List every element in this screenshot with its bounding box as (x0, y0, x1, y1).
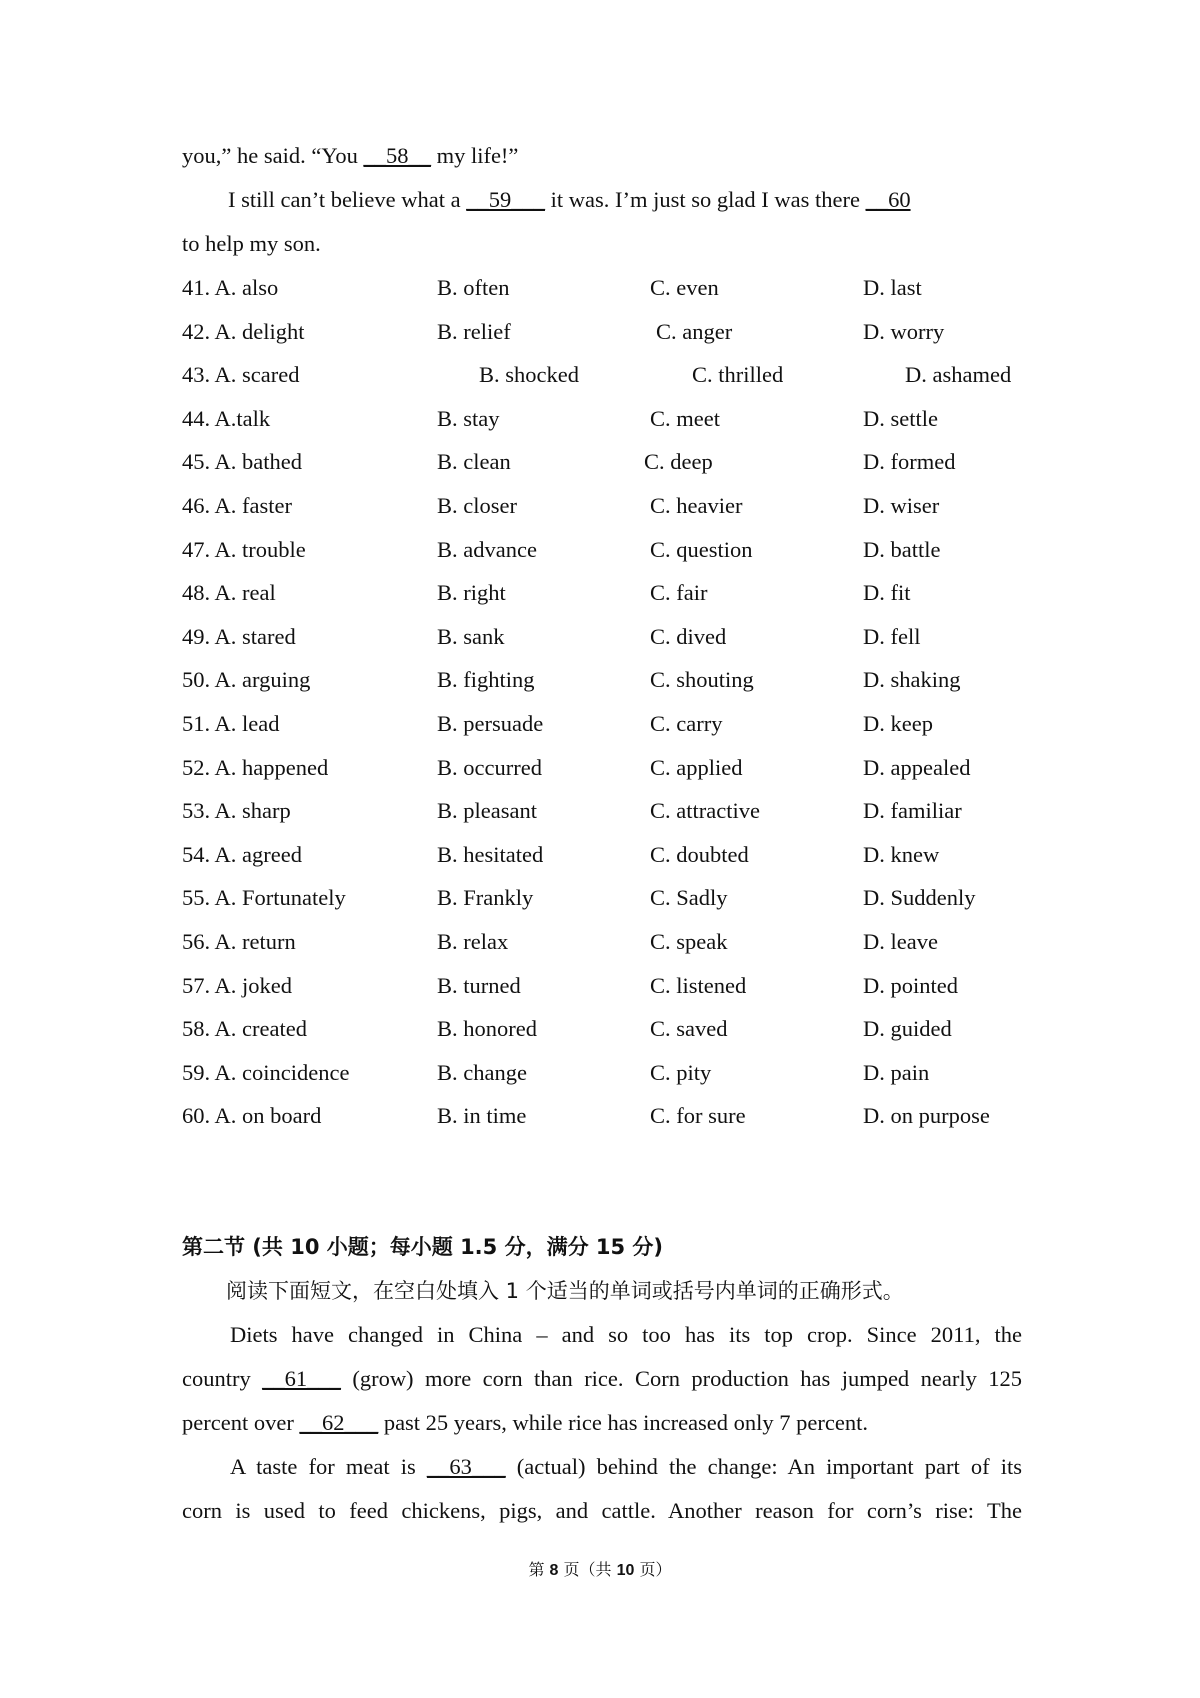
footer-total-pages: 10 (616, 1562, 635, 1579)
passage-text: (grow) more corn than rice. Corn production has jumped nearly 125 (340, 1366, 1022, 1391)
option-d: D. ashamed (905, 362, 1012, 387)
section-heading-title: 第二节 (182, 1235, 245, 1259)
option-b: B. turned (437, 973, 521, 998)
option-a: 53. A. sharp (182, 798, 291, 823)
option-b: B. occurred (437, 755, 542, 780)
option-a: 56. A. return (182, 929, 296, 954)
option-b: B. in time (437, 1103, 527, 1128)
option-b: B. relax (437, 929, 509, 954)
option-a: 50. A. arguing (182, 667, 311, 692)
option-d: D. settle (863, 406, 938, 431)
passage-text: I still can’t believe what a (228, 187, 467, 212)
blank-63: __63___ (426, 1454, 506, 1479)
option-d: D. pointed (863, 973, 958, 998)
option-d: D. knew (863, 842, 940, 867)
option-d: D. battle (863, 537, 941, 562)
option-d: D. formed (863, 449, 956, 474)
option-c: C. heavier (650, 493, 743, 518)
passage-text: you,” he said. “You (182, 143, 364, 168)
option-a: 45. A. bathed (182, 449, 302, 474)
option-a: 51. A. lead (182, 711, 280, 736)
option-b: B. change (437, 1060, 527, 1085)
footer-text: 第 (528, 1560, 550, 1579)
option-c: C. deep (644, 449, 713, 474)
option-b: B. persuade (437, 711, 544, 736)
option-d: D. pain (863, 1060, 930, 1085)
option-c: C. attractive (650, 798, 760, 823)
option-d: D. leave (863, 929, 938, 954)
option-b: B. fighting (437, 667, 535, 692)
passage-text: past 25 years, while rice has increased only 7 percent. (378, 1410, 869, 1435)
option-c: C. meet (650, 406, 720, 431)
option-c: C. dived (650, 624, 727, 649)
option-c: C. fair (650, 580, 708, 605)
section-instruction: 阅读下面短文，在空白处填入 1 个适当的单词或括号内单词的正确形式。 (226, 1279, 904, 1303)
option-a: 47. A. trouble (182, 537, 306, 562)
option-d: D. familiar (863, 798, 962, 823)
option-d: D. keep (863, 711, 933, 736)
option-a: 55. A. Fortunately (182, 885, 346, 910)
blank-58: __58__ (363, 143, 431, 168)
option-b: B. hesitated (437, 842, 544, 867)
blank-62: __62___ (299, 1410, 379, 1435)
passage2-line-2 (182, 1364, 1022, 1394)
option-b: B. often (437, 275, 510, 300)
option-c: C. even (650, 275, 719, 300)
option-c: C. carry (650, 711, 723, 736)
blank-60: __60 (865, 187, 911, 212)
passage-line-3: to help my son. (182, 231, 321, 256)
option-a: 48. A. real (182, 580, 276, 605)
option-c: C. doubted (650, 842, 749, 867)
option-d: D. on purpose (863, 1103, 990, 1128)
option-b: B. relief (437, 319, 511, 344)
option-c: C. pity (650, 1060, 712, 1085)
option-b: B. honored (437, 1016, 537, 1041)
option-b: B. Frankly (437, 885, 534, 910)
passage-text: my life!” (430, 143, 519, 168)
option-c: C. for sure (650, 1103, 746, 1128)
option-c: C. shouting (650, 667, 754, 692)
option-d: D. appealed (863, 755, 971, 780)
option-d: D. Suddenly (863, 885, 976, 910)
option-c: C. speak (650, 929, 728, 954)
footer-text: 页） (634, 1560, 672, 1579)
passage-line-1 (182, 141, 1022, 171)
option-b: B. right (437, 580, 506, 605)
option-a: 52. A. happened (182, 755, 329, 780)
option-d: D. guided (863, 1016, 952, 1041)
option-c: C. listened (650, 973, 747, 998)
option-b: B. closer (437, 493, 517, 518)
option-a: 49. A. stared (182, 624, 296, 649)
section-heading (182, 1232, 1022, 1262)
option-a: 57. A. joked (182, 973, 292, 998)
footer-text: 页（共 (558, 1560, 617, 1579)
passage-text: country (182, 1366, 263, 1391)
option-b: B. clean (437, 449, 511, 474)
section-heading-detail: (共 10 小题；每小题 1.5 分，满分 15 分) (245, 1235, 664, 1259)
passage-text: percent over (182, 1410, 300, 1435)
option-d: D. wiser (863, 493, 940, 518)
option-a: 46. A. faster (182, 493, 292, 518)
passage-text: (actual) behind the change: An important part of its (505, 1454, 1022, 1479)
option-b: B. sank (437, 624, 505, 649)
option-a: 43. A. scared (182, 362, 300, 387)
blank-59: __59___ (466, 187, 545, 212)
option-b: B. advance (437, 537, 537, 562)
passage-text: A taste for meat is (230, 1454, 427, 1479)
option-c: C. question (650, 537, 753, 562)
option-b: B. stay (437, 406, 500, 431)
option-d: D. worry (863, 319, 945, 344)
option-d: D. shaking (863, 667, 961, 692)
passage-line-2 (228, 185, 1022, 215)
page-footer (0, 1557, 1200, 1580)
option-c: C. applied (650, 755, 743, 780)
footer-page-number: 8 (549, 1562, 559, 1579)
passage2-line-5: corn is used to feed chickens, pigs, and cattle. Another reason for corn’s rise: The (182, 1498, 1022, 1523)
option-a: 44. A.talk (182, 406, 271, 431)
blank-61: __61___ (262, 1366, 341, 1391)
option-d: D. fell (863, 624, 921, 649)
option-d: D. fit (863, 580, 911, 605)
option-c: C. thrilled (692, 362, 784, 387)
option-b: B. shocked (479, 362, 579, 387)
option-a: 42. A. delight (182, 319, 305, 344)
option-b: B. pleasant (437, 798, 537, 823)
option-a: 41. A. also (182, 275, 279, 300)
option-a: 59. A. coincidence (182, 1060, 350, 1085)
option-c: C. Sadly (650, 885, 728, 910)
passage2-line-1: Diets have changed in China – and so too has its top crop. Since 2011, the (230, 1322, 1022, 1347)
option-d: D. last (863, 275, 922, 300)
option-a: 54. A. agreed (182, 842, 302, 867)
passage-text: it was. I’m just so glad I was there (545, 187, 866, 212)
option-a: 60. A. on board (182, 1103, 322, 1128)
option-a: 58. A. created (182, 1016, 307, 1041)
option-c: C. saved (650, 1016, 728, 1041)
passage2-line-4 (230, 1452, 1022, 1482)
passage2-line-3 (182, 1408, 1022, 1438)
option-c: C. anger (656, 319, 733, 344)
